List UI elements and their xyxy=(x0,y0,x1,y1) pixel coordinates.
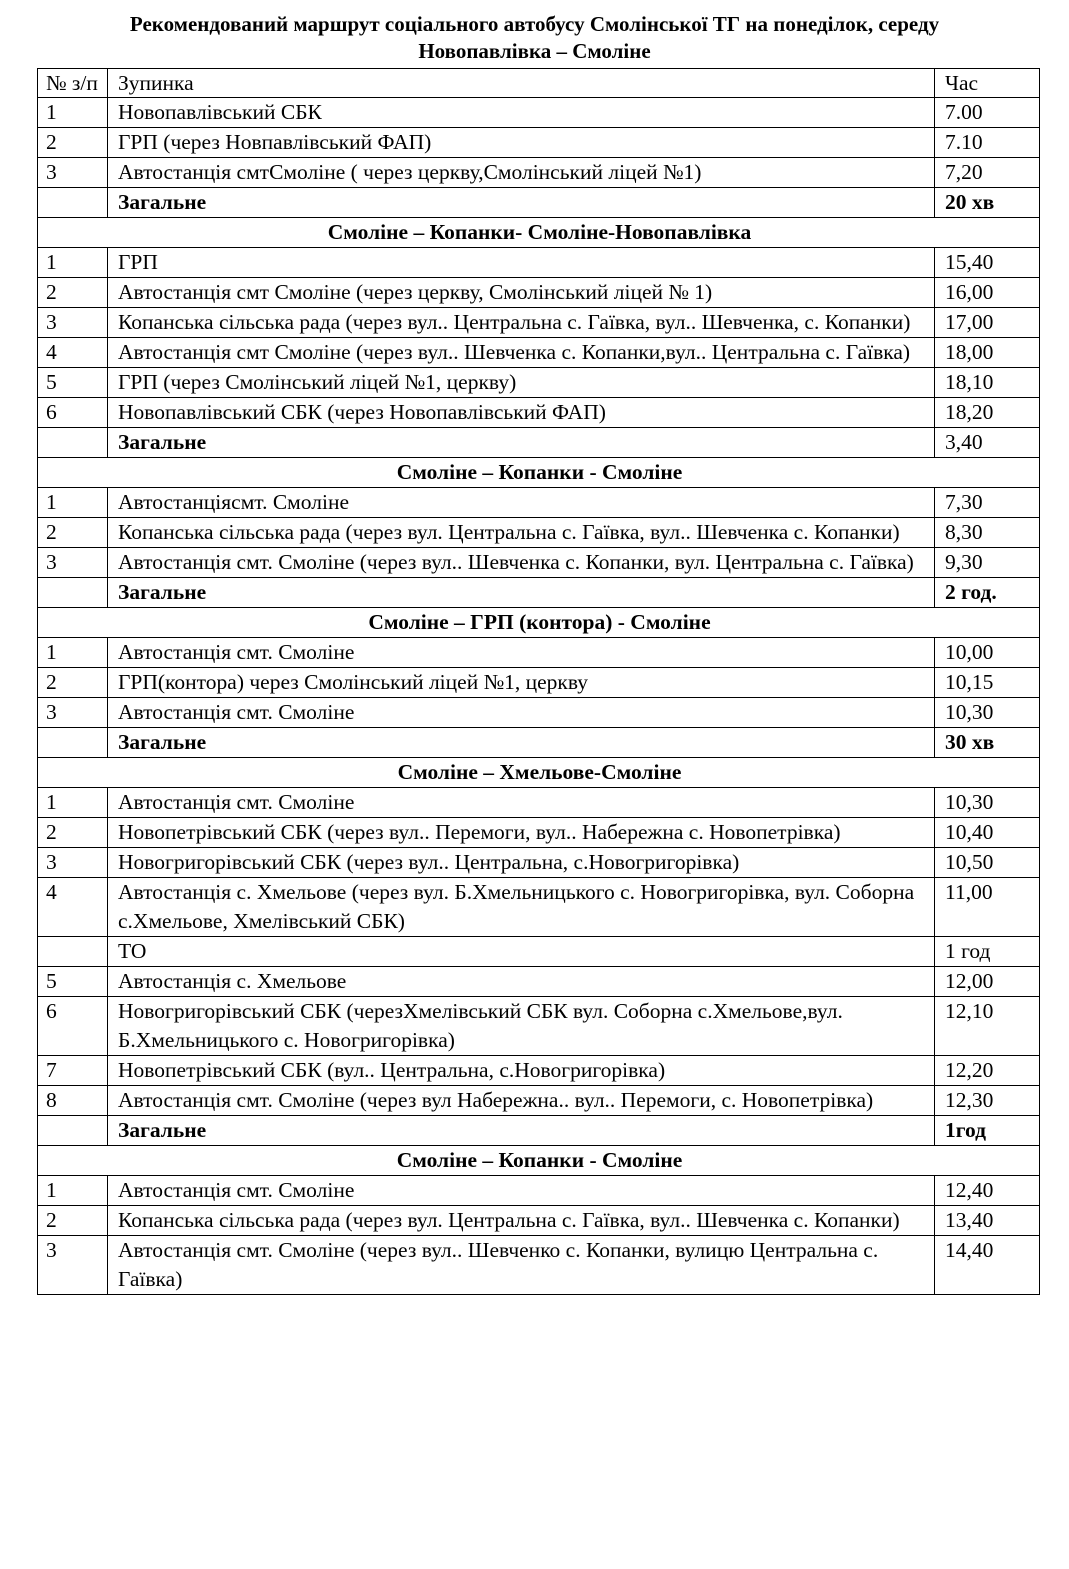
section-title: Смоліне – Копанки- Смоліне-Новопавлівка xyxy=(38,218,1040,248)
stop-time: 12,00 xyxy=(935,967,1040,997)
stop-row xyxy=(38,128,1040,158)
stop-number: 3 xyxy=(38,698,108,728)
stop-time: 10,30 xyxy=(935,788,1040,818)
stop-time: 12,40 xyxy=(935,1176,1040,1206)
stop-row xyxy=(38,338,1040,368)
stop-name: Автостанція смт. Смоліне xyxy=(108,638,935,668)
stop-row xyxy=(38,1176,1040,1206)
stop-time: 7.10 xyxy=(935,128,1040,158)
stop-row xyxy=(38,398,1040,428)
title-line-2: Новопавлівка – Смоліне xyxy=(418,39,651,63)
stop-number: 3 xyxy=(38,848,108,878)
section-title: Смоліне – Копанки - Смоліне xyxy=(38,458,1040,488)
stop-row xyxy=(38,98,1040,128)
stop-time: 13,40 xyxy=(935,1206,1040,1236)
total-num-cell xyxy=(38,428,108,458)
stop-name: Автостанція смтСмоліне ( через церкву,Смолінський ліцей №1) xyxy=(108,158,935,188)
header-row xyxy=(38,69,1040,98)
stop-number: 1 xyxy=(38,248,108,278)
stop-number: 6 xyxy=(38,398,108,428)
stop-time: 18,20 xyxy=(935,398,1040,428)
section-title: Смоліне – Хмельове-Смоліне xyxy=(38,758,1040,788)
section-title: Смоліне – Копанки - Смоліне xyxy=(38,1146,1040,1176)
section-row xyxy=(38,758,1040,788)
total-time: 1год xyxy=(935,1116,1040,1146)
stop-number: 2 xyxy=(38,818,108,848)
stop-name: ГРП(контора) через Смолінський ліцей №1, церкву xyxy=(108,668,935,698)
header-time: Час xyxy=(935,69,1040,98)
stop-name: ГРП (через Смолінський ліцей №1, церкву) xyxy=(108,368,935,398)
total-time: 3,40 xyxy=(935,428,1040,458)
section-row xyxy=(38,458,1040,488)
stop-row xyxy=(38,848,1040,878)
stop-number: 4 xyxy=(38,878,108,937)
stop-time: 10,30 xyxy=(935,698,1040,728)
stop-time: 10,40 xyxy=(935,818,1040,848)
header-num: № з/п xyxy=(38,69,108,98)
stop-time: 18,00 xyxy=(935,338,1040,368)
document-title xyxy=(0,11,1069,65)
stop-time: 12,30 xyxy=(935,1086,1040,1116)
stop-time: 9,30 xyxy=(935,548,1040,578)
stop-name: Новопавлівський СБК (через Новопавлівський ФАП) xyxy=(108,398,935,428)
stop-number: 1 xyxy=(38,638,108,668)
stop-number: 8 xyxy=(38,1086,108,1116)
stop-time: 15,40 xyxy=(935,248,1040,278)
total-num-cell xyxy=(38,728,108,758)
stop-name: Автостанція смт. Смоліне (через вул.. Шевченко с. Копанки, вулицю Центральна с. Гаївка) xyxy=(108,1236,935,1295)
total-row xyxy=(38,728,1040,758)
stop-number: 1 xyxy=(38,1176,108,1206)
stop-number: 2 xyxy=(38,668,108,698)
stop-name: Новогригорівський СБК (через вул.. Центральна, с.Новогригорівка) xyxy=(108,848,935,878)
title-line-1: Рекомендований маршрут соціального автобусу Смолінської ТГ на понеділок, середу xyxy=(129,12,940,36)
stop-time: 17,00 xyxy=(935,308,1040,338)
stop-name: Автостанція смт. Смоліне (через вул Набережна.. вул.. Перемоги, с. Новопетрівка) xyxy=(108,1086,935,1116)
stop-row xyxy=(38,937,1040,967)
stop-row xyxy=(38,368,1040,398)
stop-name: Новопетрівський СБК (вул.. Центральна, с.Новогригорівка) xyxy=(108,1056,935,1086)
stop-number: 4 xyxy=(38,338,108,368)
stop-row xyxy=(38,488,1040,518)
stop-row xyxy=(38,158,1040,188)
stop-name: Автостанція с. Хмельове xyxy=(108,967,935,997)
stop-row xyxy=(38,548,1040,578)
stop-time: 10,00 xyxy=(935,638,1040,668)
stop-name: Автостанціясмт. Смоліне xyxy=(108,488,935,518)
total-row xyxy=(38,188,1040,218)
stop-row xyxy=(38,308,1040,338)
stop-number: 2 xyxy=(38,1206,108,1236)
stop-time: 18,10 xyxy=(935,368,1040,398)
stop-name: Новопавлівський СБК xyxy=(108,98,935,128)
stop-name: ТО xyxy=(108,937,935,967)
total-label: Загальне xyxy=(108,578,935,608)
stop-number: 2 xyxy=(38,128,108,158)
stop-row xyxy=(38,788,1040,818)
stop-row xyxy=(38,878,1040,937)
stop-time: 7,30 xyxy=(935,488,1040,518)
total-label: Загальне xyxy=(108,728,935,758)
stop-time: 12,20 xyxy=(935,1056,1040,1086)
stop-number: 3 xyxy=(38,1236,108,1295)
section-row xyxy=(38,218,1040,248)
stop-name: Автостанція смт. Смоліне xyxy=(108,698,935,728)
total-label: Загальне xyxy=(108,1116,935,1146)
stop-name: Новогригорівський СБК (черезХмелівський СБК вул. Соборна с.Хмельове,вул. Б.Хмельницького с. Новогригорівка) xyxy=(108,997,935,1056)
total-time: 2 год. xyxy=(935,578,1040,608)
stop-number xyxy=(38,937,108,967)
stop-name: Новопетрівський СБК (через вул.. Перемоги, вул.. Набережна с. Новопетрівка) xyxy=(108,818,935,848)
section-row xyxy=(38,608,1040,638)
stop-time: 1 год xyxy=(935,937,1040,967)
stop-name: Копанська сільська рада (через вул. Центральна с. Гаївка, вул.. Шевченка с. Копанки) xyxy=(108,1206,935,1236)
stop-row xyxy=(38,1236,1040,1295)
stop-name: Автостанція смт. Смоліне xyxy=(108,788,935,818)
stop-time: 7.00 xyxy=(935,98,1040,128)
stop-number: 5 xyxy=(38,368,108,398)
stop-number: 2 xyxy=(38,518,108,548)
total-num-cell xyxy=(38,188,108,218)
total-row xyxy=(38,578,1040,608)
section-title: Смоліне – ГРП (контора) - Смоліне xyxy=(38,608,1040,638)
stop-number: 5 xyxy=(38,967,108,997)
stop-name: ГРП xyxy=(108,248,935,278)
stop-row xyxy=(38,1056,1040,1086)
stop-name: Автостанція смт. Смоліне xyxy=(108,1176,935,1206)
stop-time: 8,30 xyxy=(935,518,1040,548)
total-num-cell xyxy=(38,1116,108,1146)
stop-time: 14,40 xyxy=(935,1236,1040,1295)
total-label: Загальне xyxy=(108,428,935,458)
stop-time: 12,10 xyxy=(935,997,1040,1056)
header-stop: Зупинка xyxy=(108,69,935,98)
stop-time: 7,20 xyxy=(935,158,1040,188)
stop-name: Автостанція смт Смоліне (через церкву, Смолінський ліцей № 1) xyxy=(108,278,935,308)
stop-row xyxy=(38,1206,1040,1236)
stop-row xyxy=(38,997,1040,1056)
total-label: Загальне xyxy=(108,188,935,218)
schedule-body xyxy=(38,69,1040,1295)
stop-row xyxy=(38,638,1040,668)
stop-name: Автостанція смт Смоліне (через вул.. Шевченка с. Копанки,вул.. Центральна с. Гаївка) xyxy=(108,338,935,368)
stop-row xyxy=(38,278,1040,308)
total-row xyxy=(38,1116,1040,1146)
stop-number: 1 xyxy=(38,98,108,128)
stop-row xyxy=(38,818,1040,848)
stop-number: 1 xyxy=(38,488,108,518)
stop-row xyxy=(38,967,1040,997)
stop-number: 7 xyxy=(38,1056,108,1086)
stop-time: 10,50 xyxy=(935,848,1040,878)
stop-row xyxy=(38,518,1040,548)
stop-name: Автостанція смт. Смоліне (через вул.. Шевченка с. Копанки, вул. Центральна с. Гаївка) xyxy=(108,548,935,578)
total-time: 30 хв xyxy=(935,728,1040,758)
stop-time: 11,00 xyxy=(935,878,1040,937)
stop-number: 3 xyxy=(38,308,108,338)
schedule-table xyxy=(37,68,1040,1295)
stop-name: Автостанція с. Хмельове (через вул. Б.Хмельницького с. Новогригорівка, вул. Соборна с.Хмельове, Хмелівський СБК) xyxy=(108,878,935,937)
stop-name: ГРП (через Новпавлівський ФАП) xyxy=(108,128,935,158)
stop-time: 16,00 xyxy=(935,278,1040,308)
stop-number: 2 xyxy=(38,278,108,308)
stop-name: Копанська сільська рада (через вул. Центральна с. Гаївка, вул.. Шевченка с. Копанки) xyxy=(108,518,935,548)
section-row xyxy=(38,1146,1040,1176)
stop-row xyxy=(38,248,1040,278)
stop-row xyxy=(38,1086,1040,1116)
stop-name: Копанська сільська рада (через вул.. Центральна с. Гаївка, вул.. Шевченка, с. Копанки) xyxy=(108,308,935,338)
stop-row xyxy=(38,668,1040,698)
stop-row xyxy=(38,698,1040,728)
stop-number: 6 xyxy=(38,997,108,1056)
stop-number: 1 xyxy=(38,788,108,818)
total-time: 20 хв xyxy=(935,188,1040,218)
total-num-cell xyxy=(38,578,108,608)
total-row xyxy=(38,428,1040,458)
stop-time: 10,15 xyxy=(935,668,1040,698)
stop-number: 3 xyxy=(38,548,108,578)
stop-number: 3 xyxy=(38,158,108,188)
